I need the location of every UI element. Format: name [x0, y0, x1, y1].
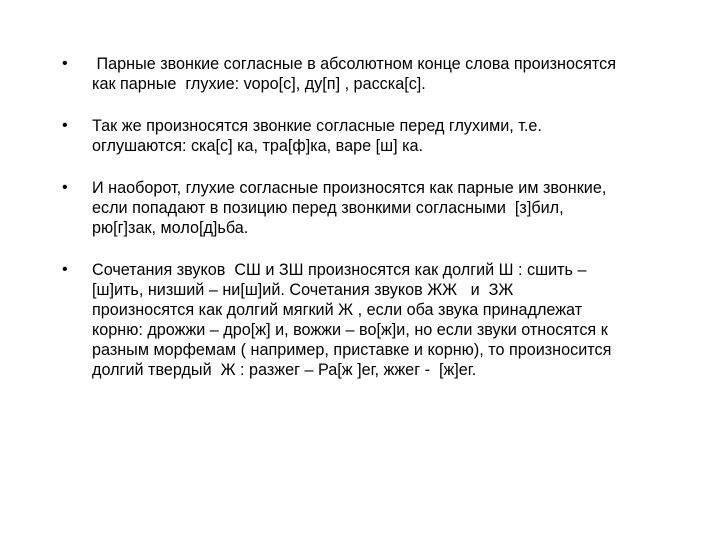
text-line: Парные звонкие согласные в абсолютном конце слова произносятся	[92, 55, 616, 73]
bullet-icon: •	[62, 179, 68, 196]
bullet-icon: •	[62, 117, 68, 134]
text-line: рю[г]зак, моло[д]ьба.	[92, 219, 249, 237]
text-line: долгий твердый Ж : разжег – Ра[ж ]ег, жжег - [ж]ег.	[92, 361, 477, 379]
bullet-item-devoicing-before-voiceless	[62, 116, 684, 156]
bullet-item-final-devoicing	[62, 54, 684, 94]
text-line: произносятся как долгий мягкий Ж , если оба звука принадлежат	[92, 301, 583, 319]
text-line: разным морфемам ( например, приставке и корню), то произносится	[92, 341, 612, 359]
bullet-list	[62, 54, 684, 402]
bullet-icon: •	[62, 55, 68, 72]
bullet-text	[92, 54, 684, 94]
bullet-text	[92, 260, 684, 380]
text-line: И наоборот, глухие согласные произносятся как парные им звонкие,	[92, 179, 607, 197]
text-line: если попадают в позицию перед звонкими согласными [з]бил,	[92, 199, 564, 217]
text-line: Сочетания звуков СШ и ЗШ произносятся как долгий Ш : сшить –	[92, 261, 587, 279]
bullet-text	[92, 116, 684, 156]
bullet-item-voicing	[62, 178, 684, 238]
text-line: Так же произносятся звонкие согласные перед глухими, т.е.	[92, 117, 542, 135]
bullet-icon: •	[62, 261, 68, 278]
bullet-item-long-sh-zh	[62, 260, 684, 380]
text-line: корню: дрожжи – дро[ж] и, вожжи – во[ж]и, но если звуки относятся к	[92, 321, 608, 339]
text-line: как парные глухие: voрo[с], ду[п] , расска[с].	[92, 75, 426, 93]
text-line: оглушаются: ска[с] ка, тра[ф]ка, варе [ш] ка.	[92, 137, 424, 155]
bullet-text	[92, 178, 684, 238]
text-line: [ш]ить, низший – ни[ш]ий. Сочетания звуков ЖЖ и ЗЖ	[92, 281, 514, 299]
